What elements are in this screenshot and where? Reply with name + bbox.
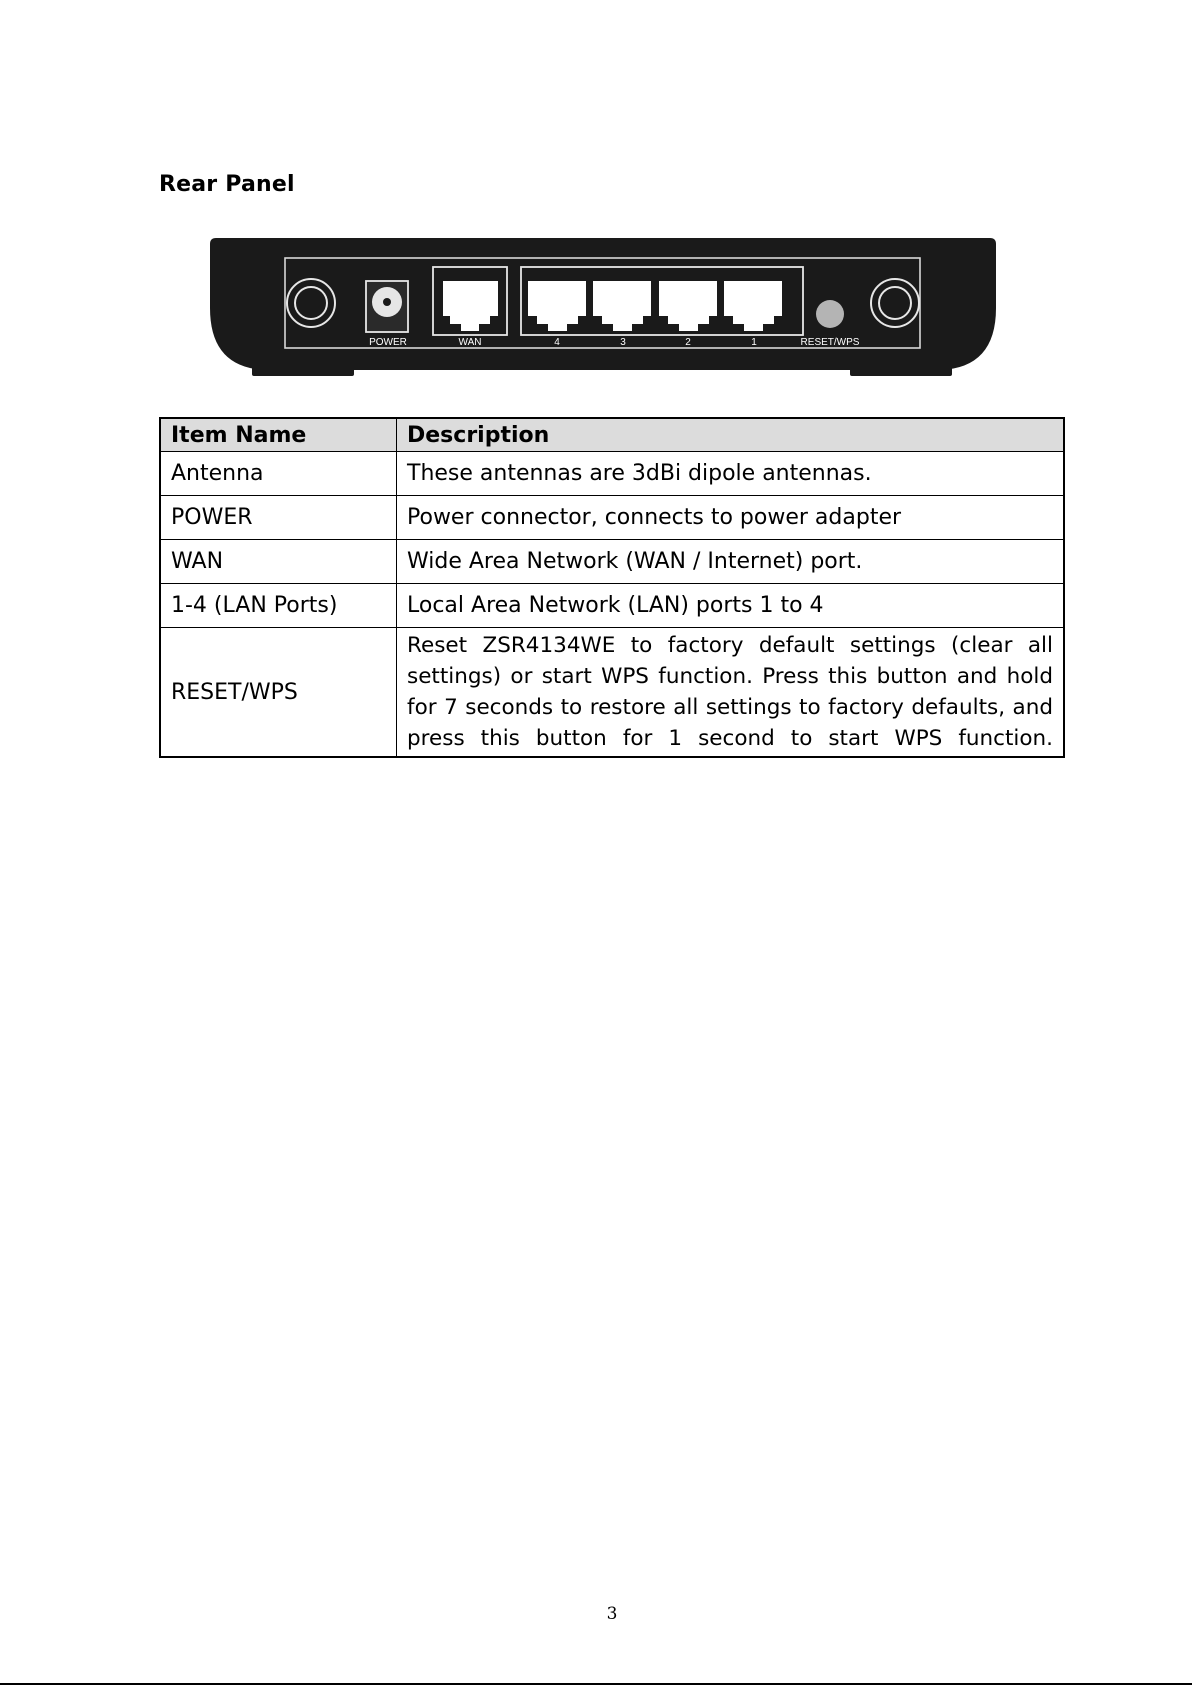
label-lan-2: 2 [685, 337, 691, 348]
section-title: Rear Panel [159, 172, 295, 197]
header-description: Description [397, 418, 1065, 452]
table-row [160, 452, 1064, 496]
item-name-cell: Antenna [160, 452, 397, 496]
label-lan-3: 3 [620, 337, 626, 348]
description-cell: Wide Area Network (WAN / Internet) port. [397, 540, 1065, 584]
label-lan-1: 1 [751, 337, 757, 348]
power-jack-icon [366, 281, 408, 332]
reset-button-icon [816, 300, 844, 328]
rear-panel-figure [210, 238, 996, 383]
description-cell: Reset ZSR4134WE to factory default settings (clear all settings) or start WPS function. Press this button and hold for 7 seconds to restore all settings to factory defaults, and press this button for 1 second to start WPS function. [397, 628, 1065, 758]
label-power: POWER [369, 337, 407, 348]
table-row [160, 584, 1064, 628]
item-name-cell: WAN [160, 540, 397, 584]
table-header-row [160, 418, 1064, 452]
router-foot-left [252, 364, 354, 376]
item-name-cell: 1-4 (LAN Ports) [160, 584, 397, 628]
item-name-cell: RESET/WPS [160, 628, 397, 758]
table-row [160, 496, 1064, 540]
table-row [160, 628, 1064, 758]
description-cell: These antennas are 3dBi dipole antennas. [397, 452, 1065, 496]
router-foot-right [850, 364, 952, 376]
table-row [160, 540, 1064, 584]
description-cell: Local Area Network (LAN) ports 1 to 4 [397, 584, 1065, 628]
rear-panel-table [159, 417, 1065, 758]
description-cell: Power connector, connects to power adapter [397, 496, 1065, 540]
label-lan-4: 4 [554, 337, 560, 348]
label-reset-wps: RESET/WPS [800, 337, 860, 348]
page-number: 3 [606, 1604, 618, 1624]
item-name-cell: POWER [160, 496, 397, 540]
wan-port-icon [443, 281, 498, 331]
header-item-name: Item Name [160, 418, 397, 452]
label-wan: WAN [458, 337, 482, 348]
